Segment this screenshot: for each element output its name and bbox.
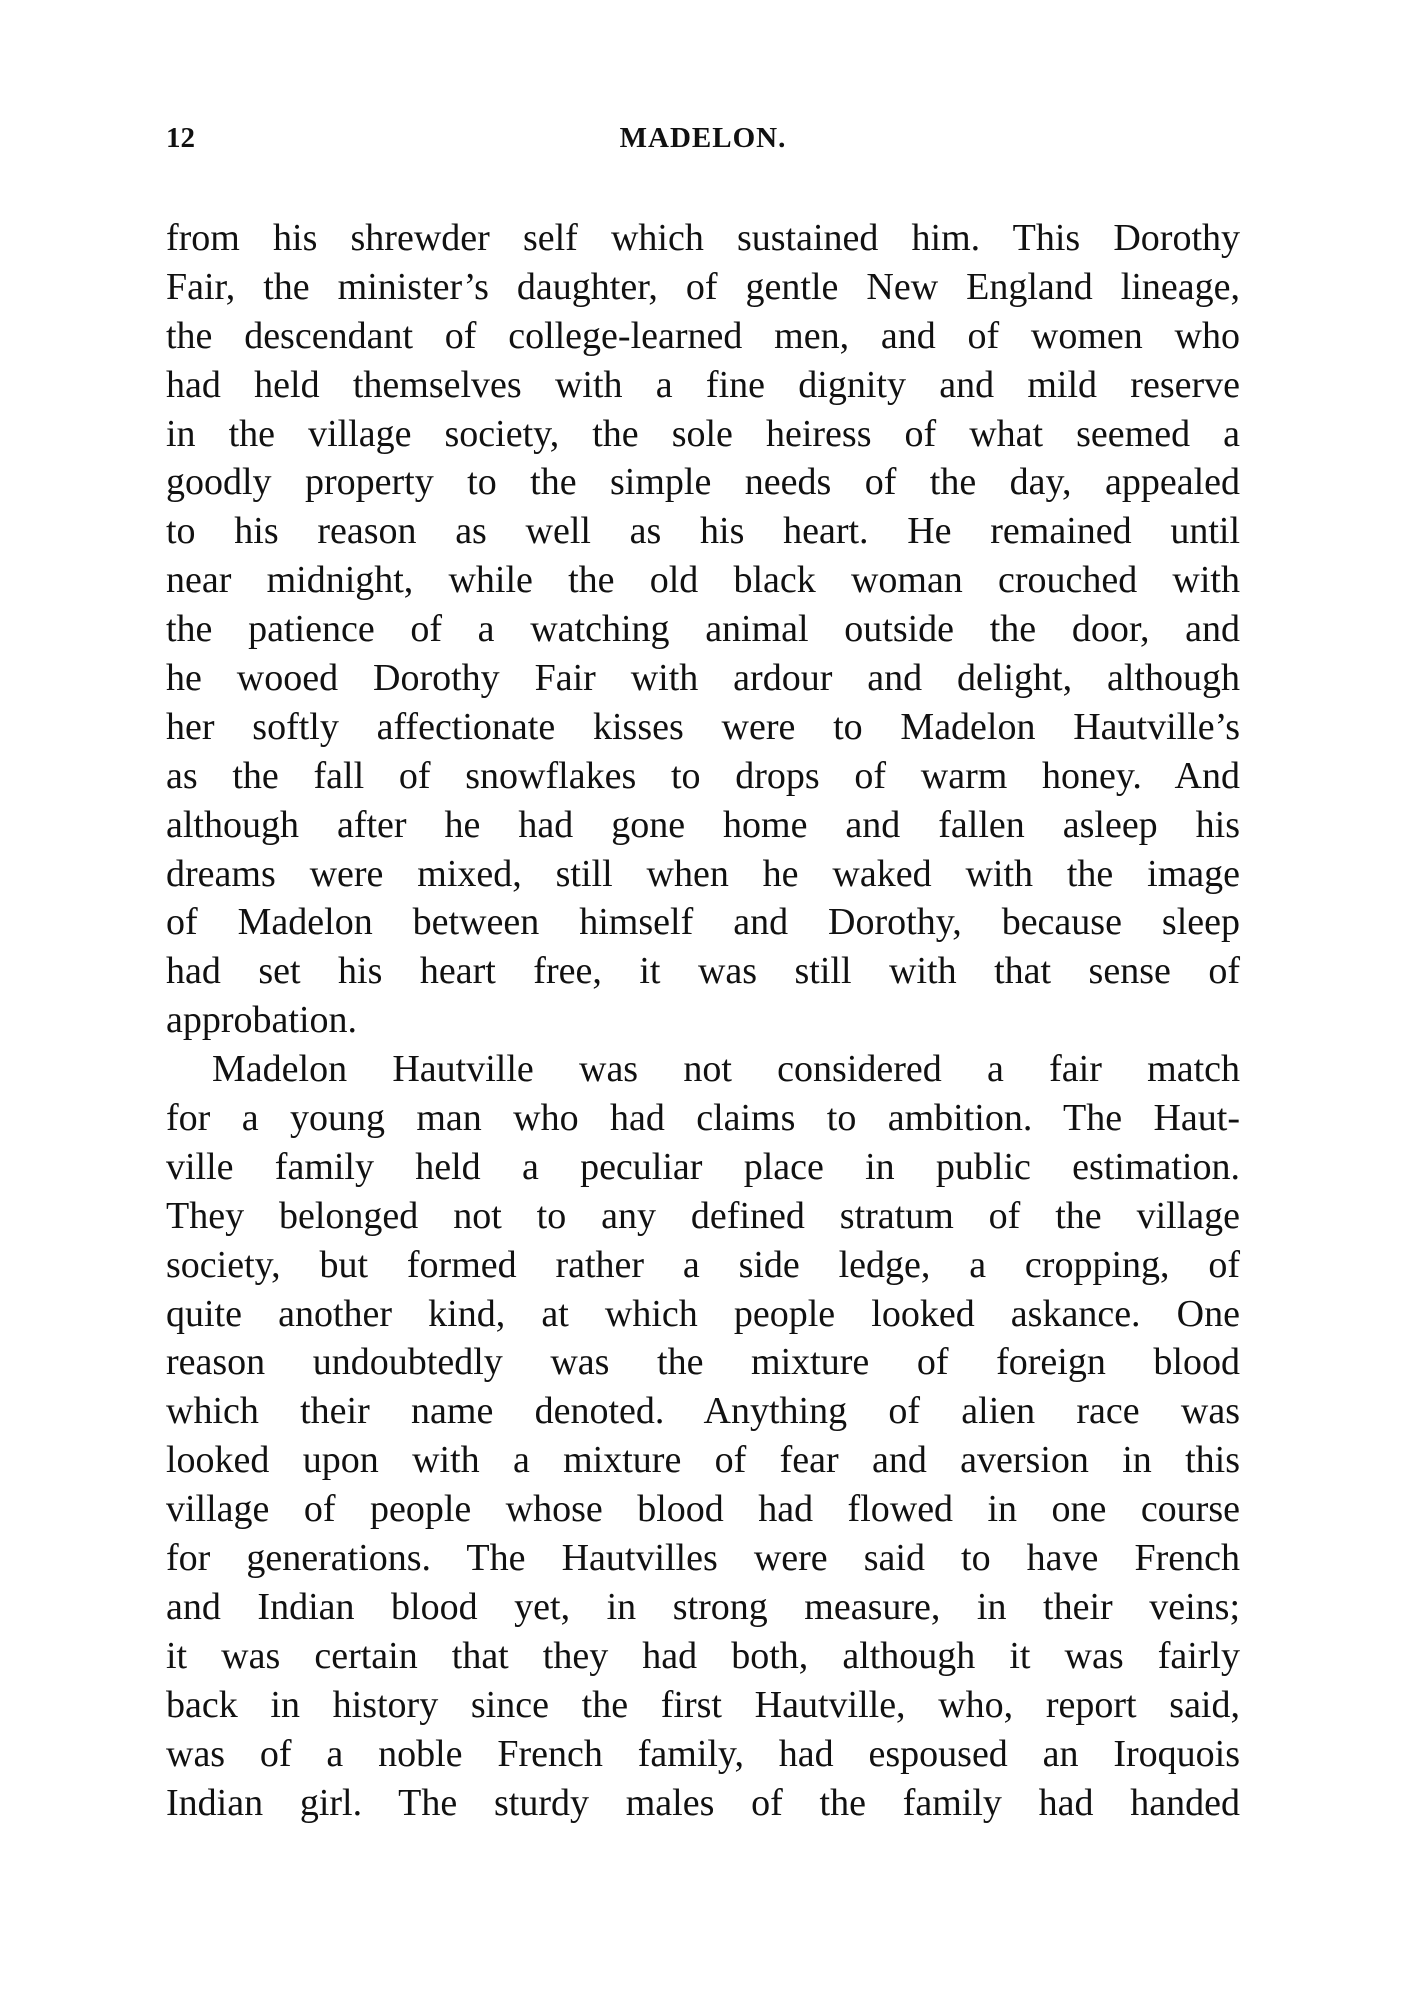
text-line: the descendant of college-learned men, and of women who [166, 314, 1240, 357]
page-body [166, 214, 1240, 1827]
text-line: the patience of a watching animal outside the door, and [166, 608, 1240, 651]
paragraph [166, 1045, 1240, 1827]
text-line: village of people whose blood had flowed in one course [166, 1488, 1240, 1531]
text-line: and Indian blood yet, in strong measure, in their veins; [166, 1585, 1240, 1628]
text-line: looked upon with a mixture of fear and aversion in this [166, 1439, 1240, 1482]
text-line: back in history since the first Hautville, who, report said, [166, 1683, 1240, 1726]
text-line: had held themselves with a fine dignity and mild reserve [166, 363, 1240, 406]
text-line: Indian girl. The sturdy males of the family had handed [166, 1781, 1240, 1824]
text-line: Fair, the minister’s daughter, of gentle New England lineage, [166, 265, 1240, 308]
text-line: had set his heart free, it was still with that sense of [166, 950, 1240, 993]
paragraph [166, 214, 1240, 1045]
running-title: MADELON. [619, 122, 787, 154]
text-line: society, but formed rather a side ledge, a cropping, of [166, 1243, 1240, 1286]
text-line: They belonged not to any defined stratum of the village [166, 1194, 1240, 1237]
text-line: her softly affectionate kisses were to Madelon Hautville’s [166, 705, 1240, 748]
text-line: reason undoubtedly was the mixture of foreign blood [166, 1341, 1240, 1384]
text-line: which their name denoted. Anything of alien race was [166, 1390, 1240, 1433]
text-line: dreams were mixed, still when he waked with the image [166, 852, 1240, 895]
page-number: 12 [166, 122, 195, 154]
page-header [166, 122, 1240, 166]
text-line: was of a noble French family, had espoused an Iroquois [166, 1732, 1240, 1775]
text-line: Madelon Hautville was not considered a fair match [212, 1048, 1240, 1091]
text-line: ville family held a peculiar place in public estimation. [166, 1145, 1240, 1188]
text-line: for a young man who had claims to ambition. The Haut- [166, 1097, 1240, 1140]
text-line: approbation. [166, 999, 358, 1042]
text-line: to his reason as well as his heart. He remained until [166, 510, 1240, 553]
text-line: although after he had gone home and fallen asleep his [166, 803, 1240, 846]
text-line: goodly property to the simple needs of the day, appealed [166, 461, 1240, 504]
text-line: it was certain that they had both, although it was fairly [166, 1634, 1240, 1677]
text-line: he wooed Dorothy Fair with ardour and delight, although [166, 657, 1240, 700]
text-line: near midnight, while the old black woman crouched with [166, 559, 1240, 602]
text-line: in the village society, the sole heiress of what seemed a [166, 412, 1240, 455]
text-line: from his shrewder self which sustained him. This Dorothy [166, 217, 1240, 259]
text-line: as the fall of snowflakes to drops of warm honey. And [166, 754, 1240, 797]
text-line: quite another kind, at which people looked askance. One [166, 1292, 1240, 1335]
text-line: for generations. The Hautvilles were said to have French [166, 1537, 1240, 1580]
text-line: of Madelon between himself and Dorothy, because sleep [166, 901, 1240, 944]
